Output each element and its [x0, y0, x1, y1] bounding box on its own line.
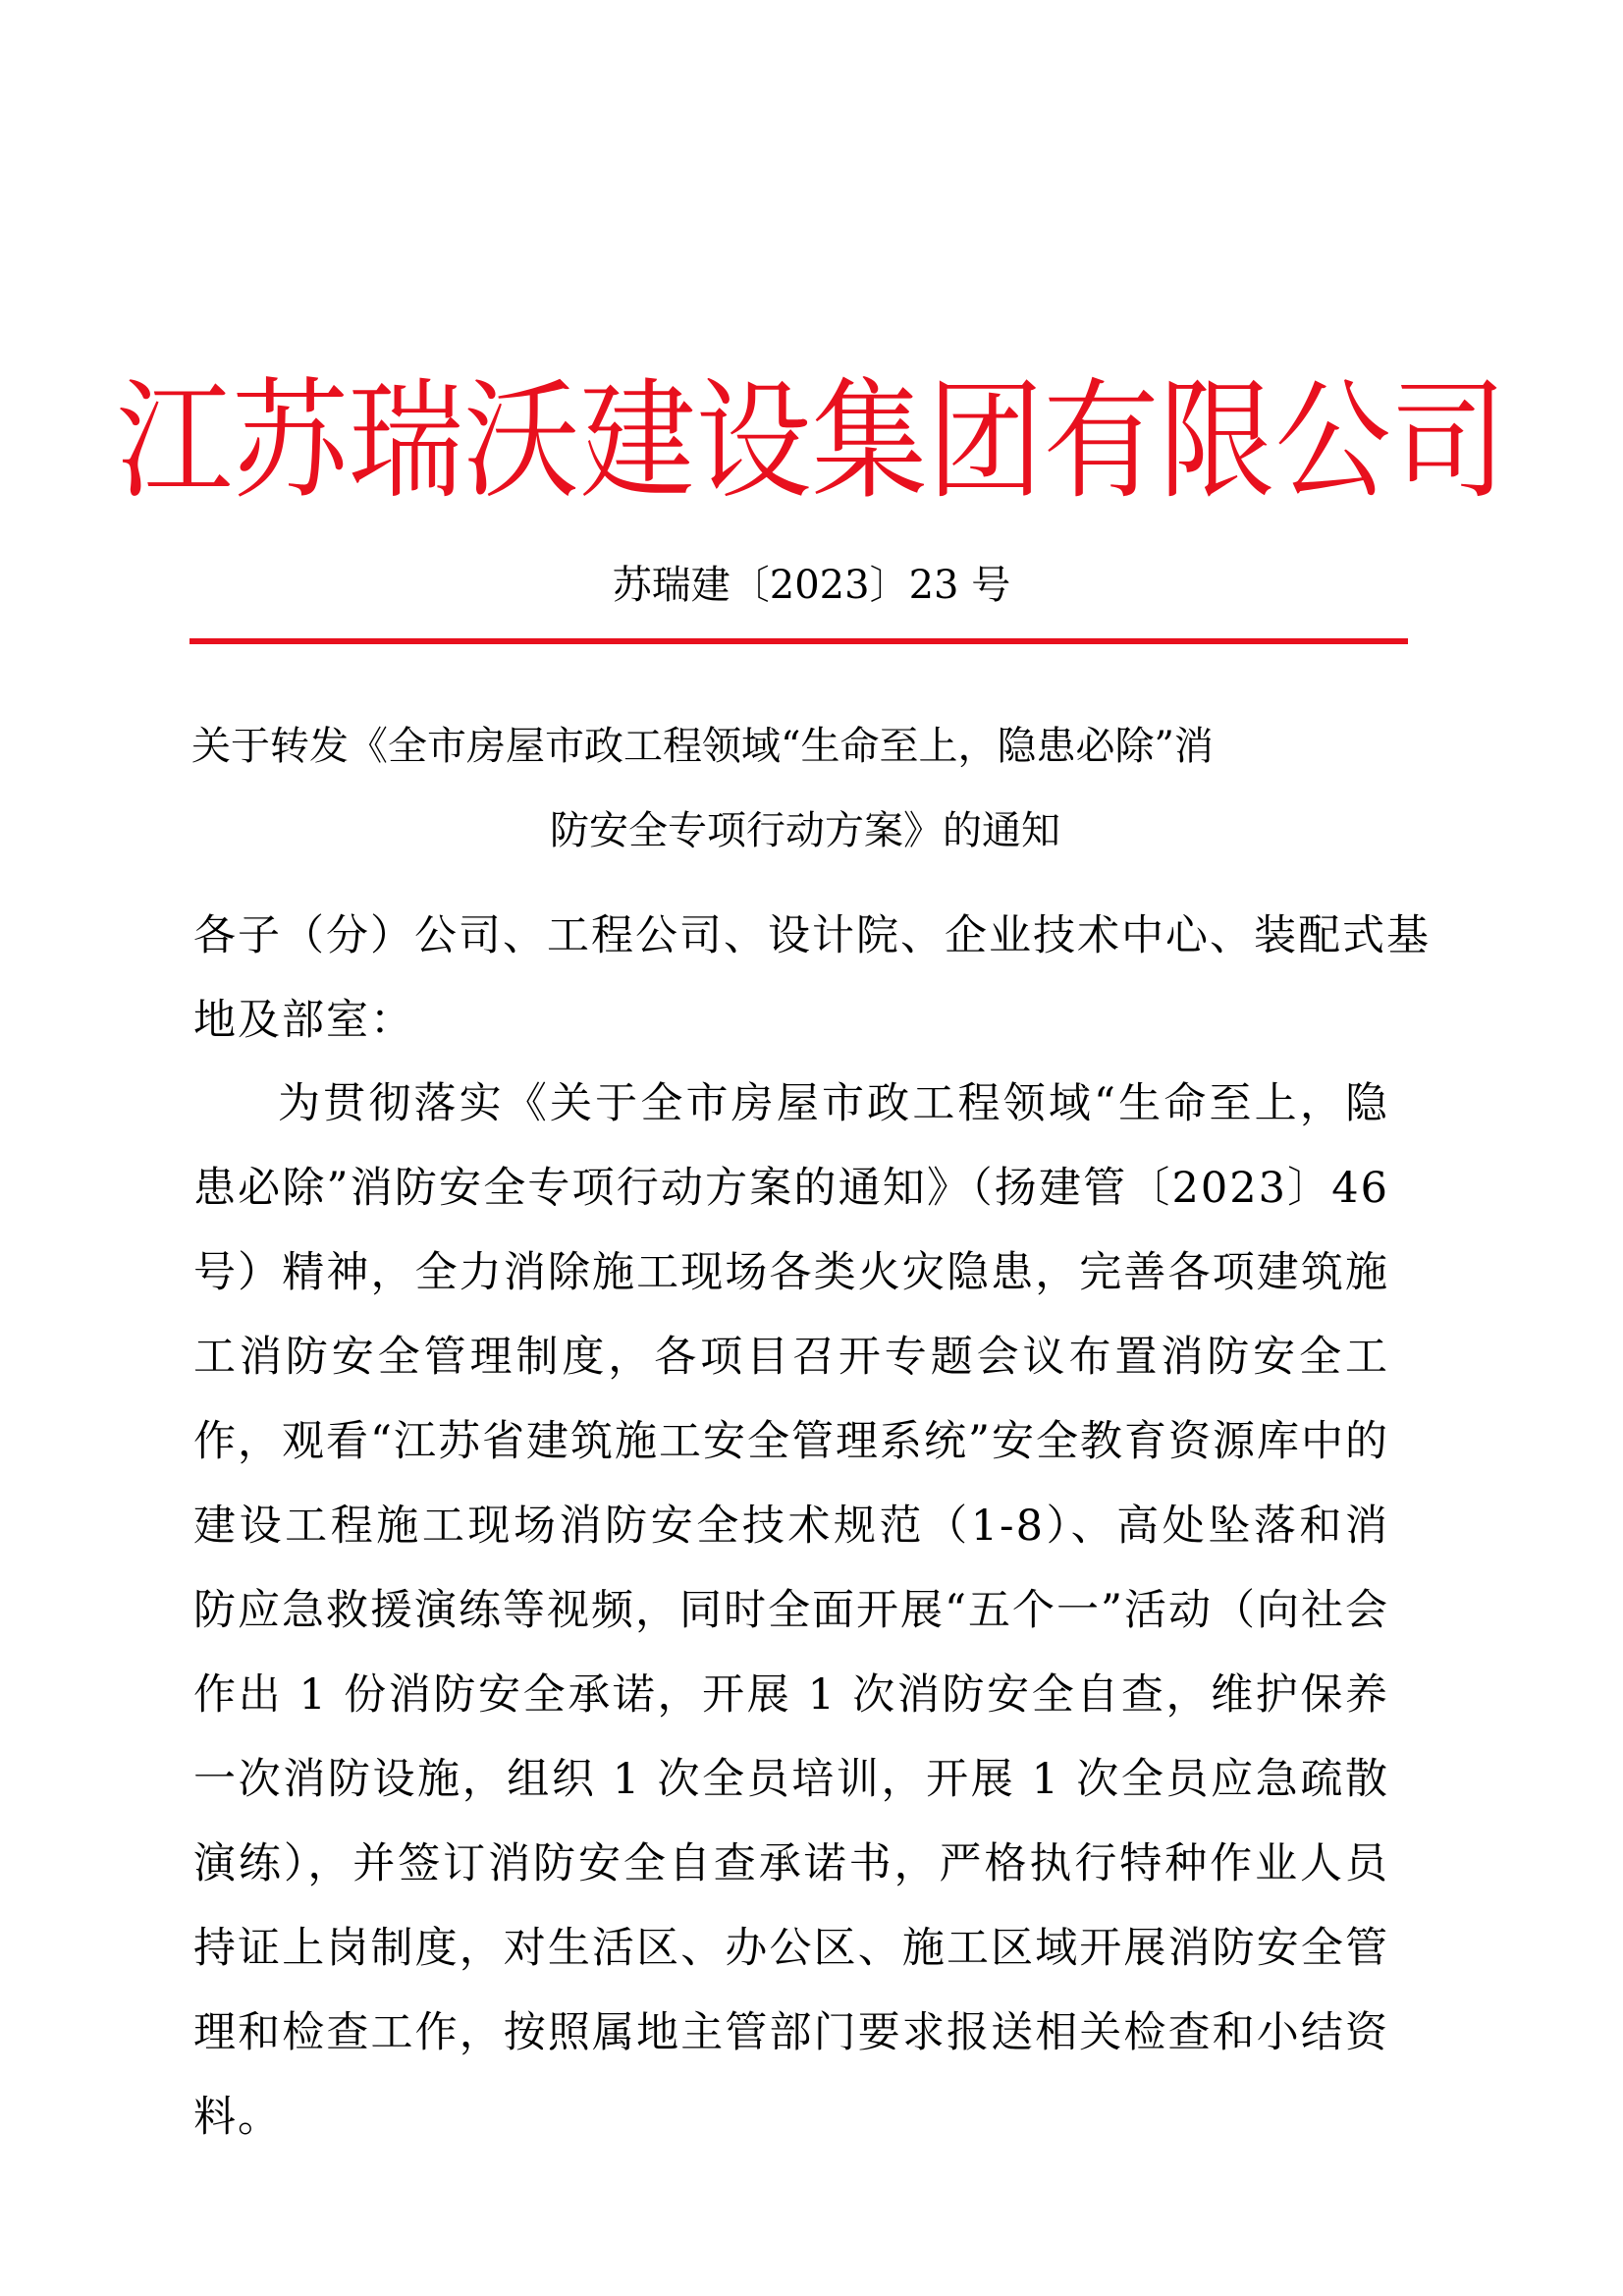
body-paragraph: 为贯彻落实《关于全市房屋市政工程领域“生命至上，隐患必除”消防安全专项行动方案的通知》（扬建管〔2023〕46号）精神，全力消除施工现场各类火灾隐患，完善各项建筑施工消防安全管理制度，各项目召开专题会议布置消防安全工作，观看“江苏省建筑施工安全管理系统”安全教育资源库中的建设工程施工现场消防安全技术规范（1-8）、高处坠落和消防应急救援演练等视频，同时全面开展“五个一”活动（向社会作出 1 份消防安全承诺，开展 1 次消防安全自查，维护保养一次消防设施，组织 1 次全员培训，开展 1 次全员应急疏散演练），并签订消防安全自查承诺书，严格执行特种作业人员持证上岗制度，对生活区、办公区、施工区域开展消防安全管理和检查工作，按照属地主管部门要求报送相关检查和小结资料。: [193, 1079, 1389, 2142]
organization-letterhead: 江苏瑞沃建设集团有限公司: [116, 364, 1507, 518]
notice-title: [191, 719, 1419, 858]
notice-title-line-1: 关于转发《全市房屋市政工程领域“生命至上，隐患必除”消: [191, 724, 1214, 769]
letterhead-divider: [189, 638, 1408, 644]
document-number: 苏瑞建〔2023〕23 号: [612, 563, 1011, 608]
addressee: 各子（分）公司、工程公司、设计院、企业技术中心、装配式基地及部室：: [193, 911, 1431, 1045]
notice-title-line-2: 防安全专项行动方案》的通知: [550, 808, 1060, 853]
